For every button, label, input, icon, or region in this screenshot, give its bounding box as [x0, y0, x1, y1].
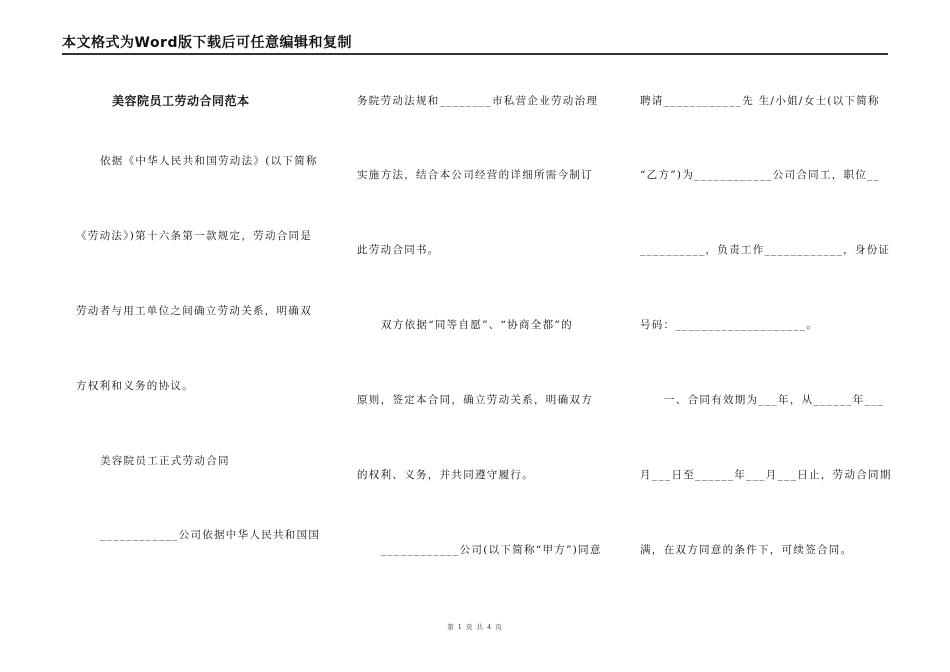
text-line: 满，在双方同意的条件下，可续签合同。	[640, 544, 853, 556]
section-heading: 美容院员工正式劳动合同	[100, 455, 230, 467]
header-title: 本文格式为Word版下载后可任意编辑和复制	[62, 35, 352, 51]
text-line: 聘请____________先 生/小姐/女士(以下简称	[640, 95, 880, 107]
text-line: 一、合同有效期为___年，从______年___	[664, 394, 885, 406]
text-line: ____________公司依据中华人民共和国国	[100, 529, 321, 541]
text-line: 《劳动法》)第十六条第一款规定，劳动合同是	[76, 230, 313, 242]
text-line: 月___日至______年___月___日止，劳动合同期	[640, 469, 892, 481]
text-line: 依据《中华人民共和国劳动法》(以下简称	[100, 155, 318, 167]
page-number: 第 1 页 共 4 页	[447, 623, 503, 631]
text-line: 实施方法，结合本公司经营的详细所需今制订	[357, 169, 593, 181]
page-header	[62, 34, 888, 55]
text-line: 劳动者与用工单位之间确立劳动关系，明确双	[76, 305, 312, 317]
text-line: __________，负责工作____________，身份证	[640, 244, 891, 256]
text-line: 的权利、义务，并共同遵守履行。	[357, 469, 534, 481]
text-line: 务院劳动法规和________市私营企业劳动治理	[357, 95, 599, 107]
text-line: 方权利和义务的协议。	[76, 380, 194, 392]
text-line: 双方依据“同等自愿”、“协商全都”的	[381, 319, 573, 331]
text-line: “乙方”)为____________公司合同工，职位__	[640, 169, 881, 181]
text-line: ____________公司(以下简称“甲方”)同意	[381, 544, 602, 556]
text-line: 号码：____________________。	[640, 319, 819, 331]
document-title: 美容院员工劳动合同范本	[112, 94, 250, 108]
text-line: 此劳动合同书。	[357, 244, 440, 256]
text-line: 原则，签定本合同，确立劳动关系，明确双方	[357, 394, 593, 406]
